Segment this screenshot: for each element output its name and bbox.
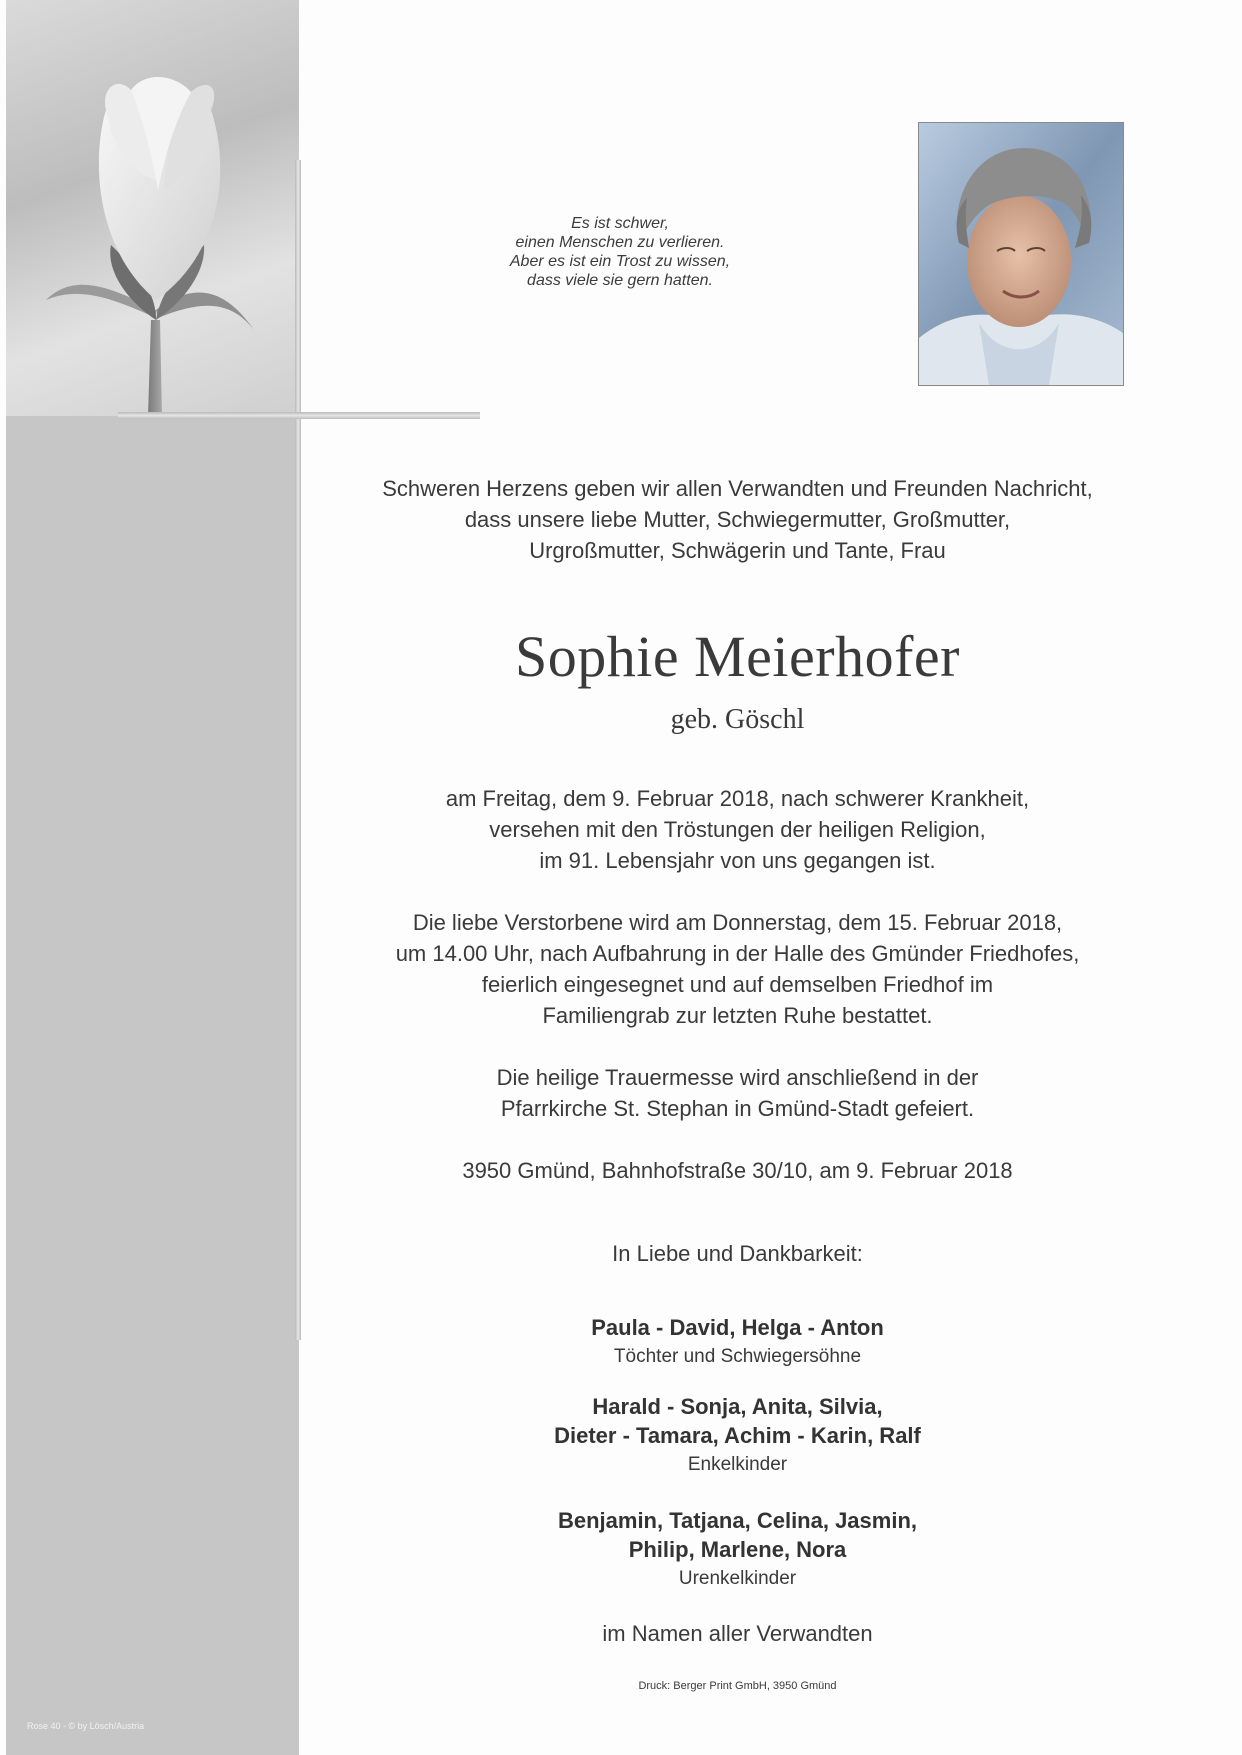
maiden-name: geb. Göschl bbox=[670, 704, 805, 735]
mourner-names bbox=[330, 1506, 1145, 1564]
mourner-name-line: Harald - Sonja, Anita, Silvia, bbox=[592, 1394, 883, 1419]
mourner-relation: Enkelkinder bbox=[687, 1454, 788, 1475]
quote-line: einen Menschen zu verlieren. bbox=[515, 234, 725, 251]
mass-line: Die heilige Trauermesse wird anschließend in der bbox=[496, 1065, 979, 1090]
funeral-line: Familiengrab zur letzten Ruhe bestattet. bbox=[542, 1003, 933, 1028]
funeral-line: Die liebe Verstorbene wird am Donnerstag, dem 15. Februar 2018, bbox=[412, 910, 1063, 935]
mourner-names bbox=[330, 1313, 1145, 1342]
funeral-text bbox=[330, 907, 1145, 1031]
mass-line: Pfarrkirche St. Stephan in Gmünd-Stadt gefeiert. bbox=[500, 1096, 975, 1121]
white-rose-image bbox=[6, 0, 299, 416]
mourner-name-line: Benjamin, Tatjana, Celina, Jasmin, bbox=[557, 1508, 918, 1533]
quote-line: dass viele sie gern hatten. bbox=[527, 272, 713, 289]
announcement-line: dass unsere liebe Mutter, Schwiegermutter, Großmutter, bbox=[464, 507, 1011, 532]
mourner-relation: Urenkelkinder bbox=[678, 1568, 797, 1589]
printer-credit: Druck: Berger Print GmbH, 3950 Gmünd bbox=[638, 1680, 837, 1692]
passing-line: versehen mit den Tröstungen der heiligen Religion, bbox=[489, 817, 986, 842]
funeral-line: feierlich eingesegnet und auf demselben Friedhof im bbox=[481, 972, 994, 997]
place-date: 3950 Gmünd, Bahnhofstraße 30/10, am 9. Februar 2018 bbox=[462, 1158, 1013, 1183]
portrait-photo bbox=[918, 122, 1124, 386]
cross-horizontal-bar bbox=[118, 412, 480, 419]
passing-line: im 91. Lebensjahr von uns gegangen ist. bbox=[539, 848, 936, 873]
announcement-line: Urgroßmutter, Schwägerin und Tante, Frau bbox=[529, 538, 946, 563]
mourner-relation: Töchter und Schwiegersöhne bbox=[613, 1346, 862, 1367]
passing-line: am Freitag, dem 9. Februar 2018, nach schwerer Krankheit, bbox=[445, 786, 1030, 811]
passing-text bbox=[330, 783, 1145, 876]
mourner-name-line: Dieter - Tamara, Achim - Karin, Ralf bbox=[554, 1423, 921, 1448]
mass-text bbox=[330, 1062, 1145, 1124]
announcement-text bbox=[330, 473, 1145, 566]
mourner-name-line: Paula - David, Helga - Anton bbox=[591, 1315, 884, 1340]
image-credit: Rose 40 - © by Lösch/Austria bbox=[27, 1721, 145, 1731]
mourner-names bbox=[330, 1392, 1145, 1450]
quote-line: Aber es ist ein Trost zu wissen, bbox=[509, 253, 731, 270]
mourner-name-line: Philip, Marlene, Nora bbox=[628, 1537, 847, 1562]
closing-text: In Liebe und Dankbarkeit: bbox=[612, 1241, 863, 1266]
cross-vertical-bar bbox=[295, 160, 301, 1340]
funeral-line: um 14.00 Uhr, nach Aufbahrung in der Halle des Gmünder Friedhofes, bbox=[395, 941, 1080, 966]
quote-text bbox=[470, 214, 770, 290]
deceased-name: Sophie Meierhofer bbox=[515, 624, 960, 689]
announcement-line: Schweren Herzens geben wir allen Verwandten und Freunden Nachricht, bbox=[382, 476, 1093, 501]
family-note: im Namen aller Verwandten bbox=[602, 1621, 873, 1646]
quote-line: Es ist schwer, bbox=[571, 215, 669, 232]
